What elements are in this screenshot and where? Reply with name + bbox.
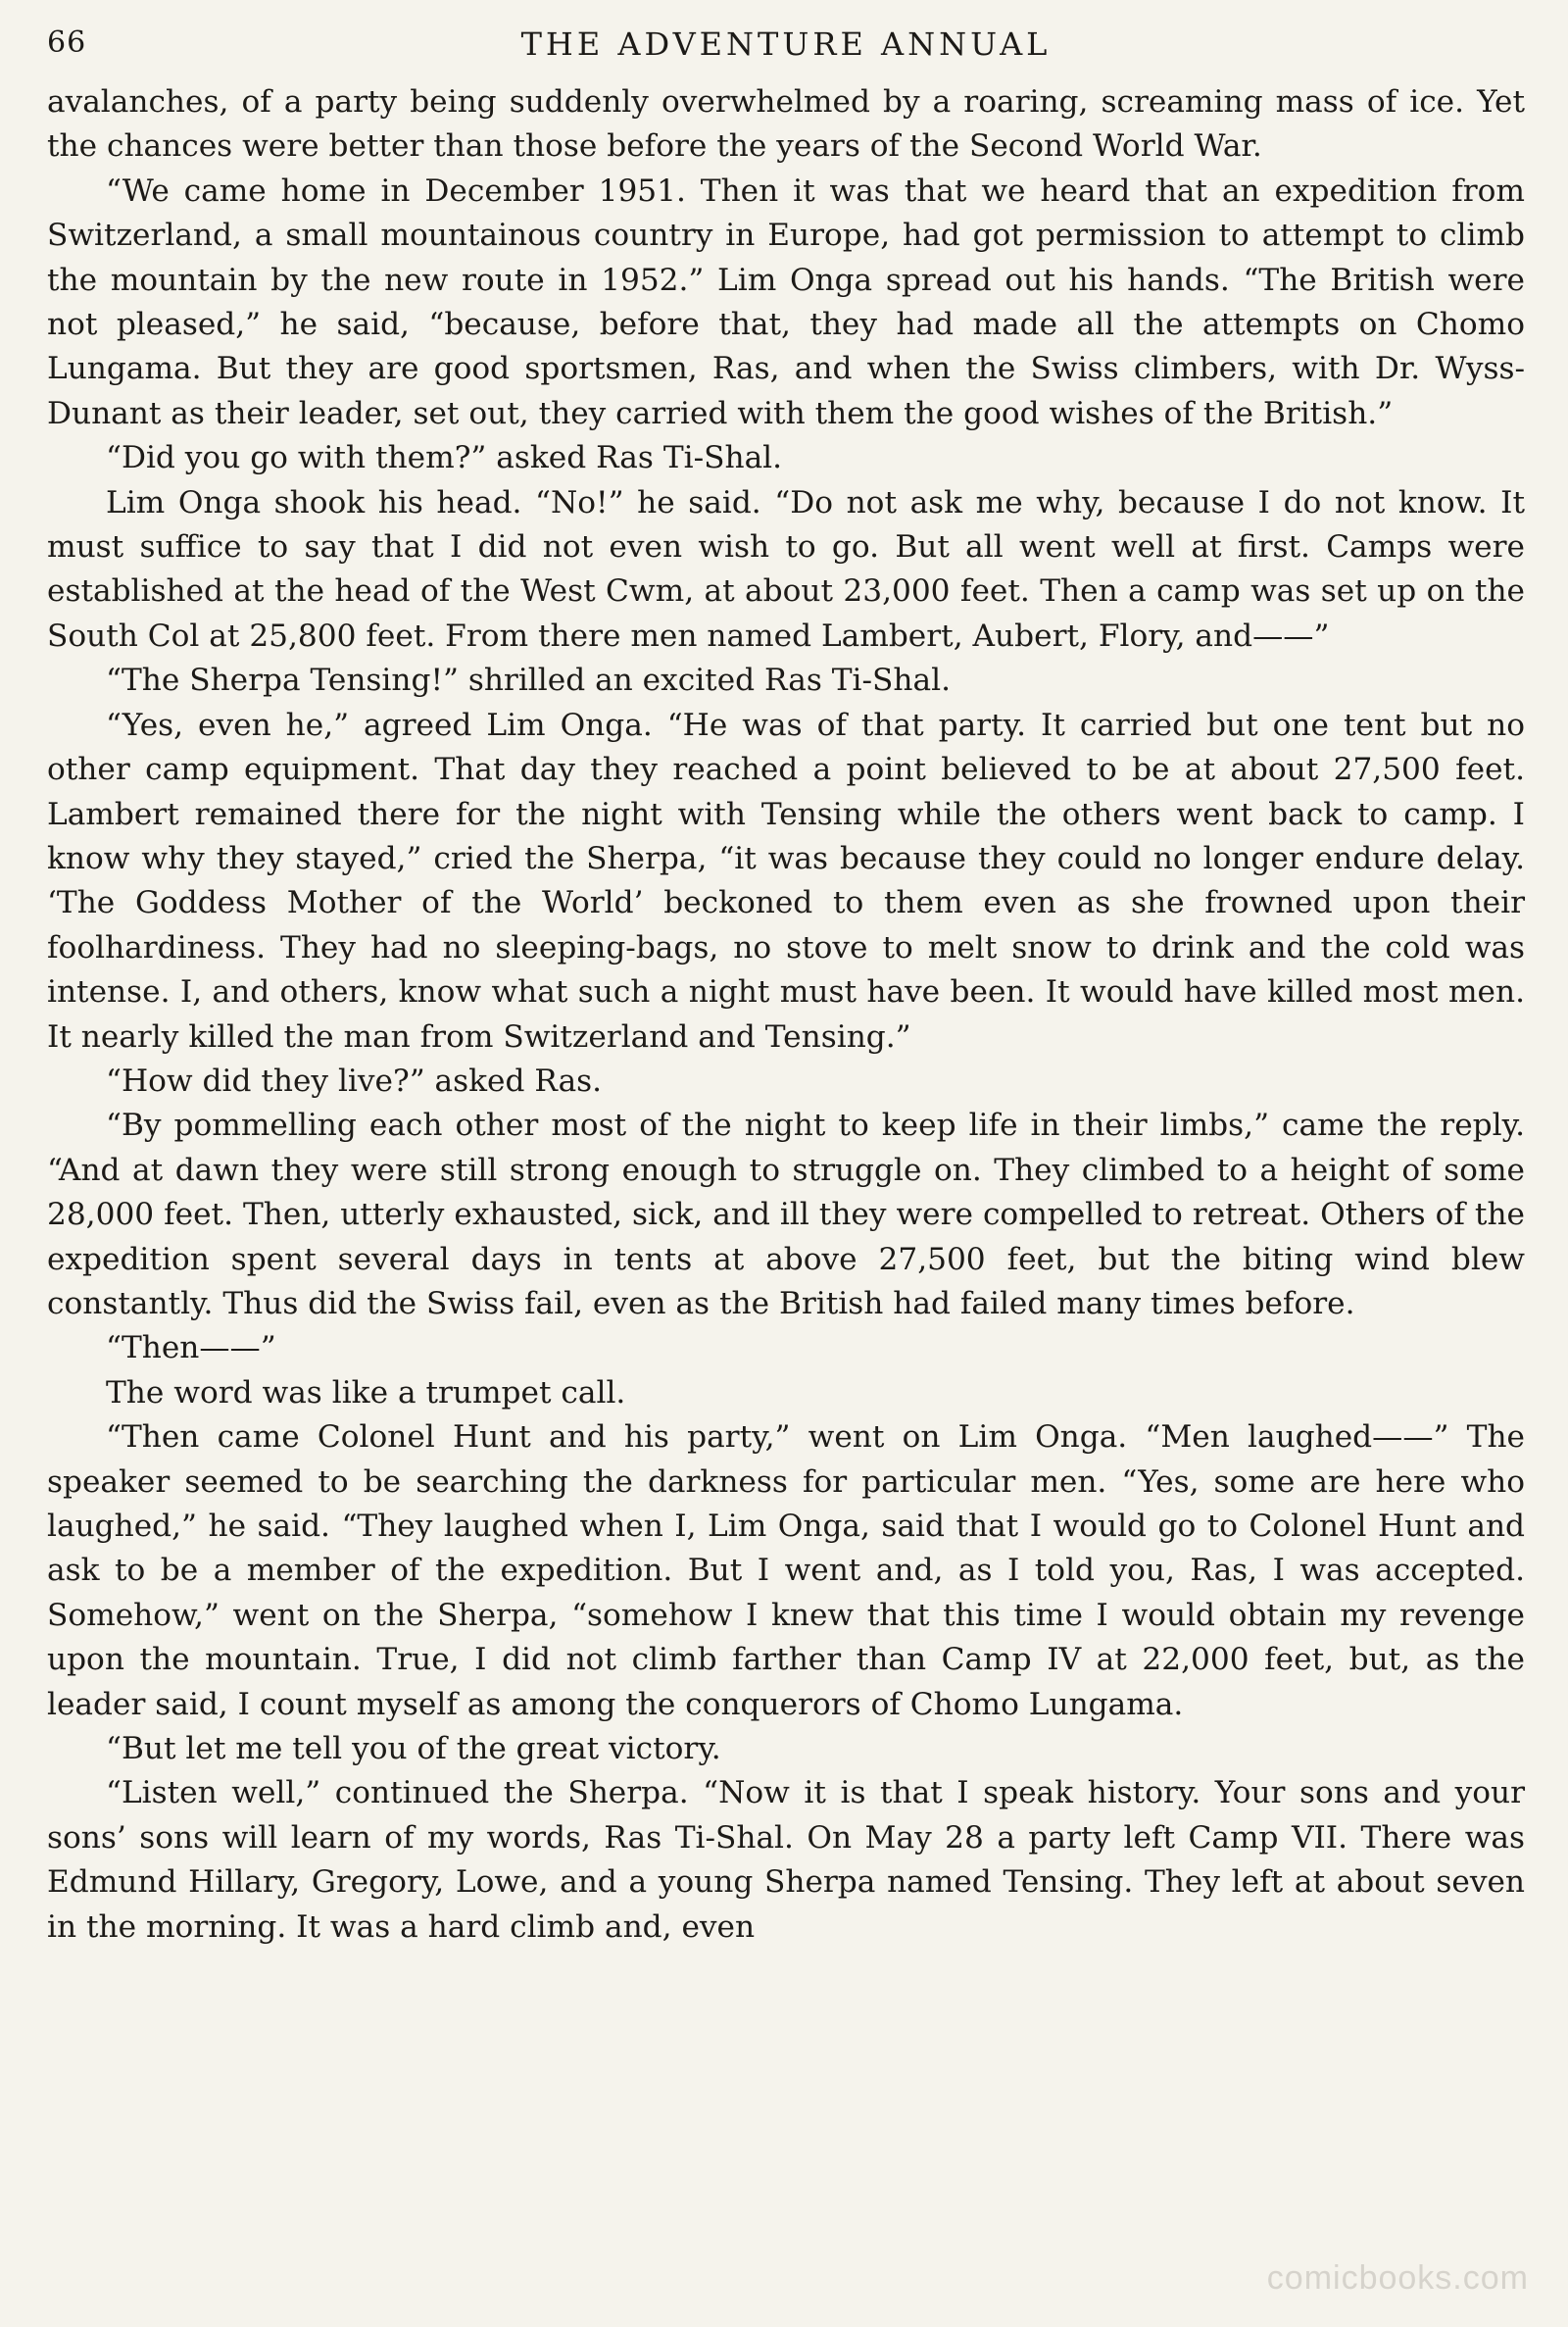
paragraph: The word was like a trumpet call.: [106, 1374, 626, 1411]
paragraph: “The Sherpa Tensing!” shrilled an excited Ras Ti-Shal.: [106, 663, 951, 699]
paragraph: “Did you go with them?” asked Ras Ti-Shal.: [106, 440, 783, 476]
paragraph: avalanches, of a party being suddenly overwhelmed by a roaring, screaming mass of ice. Yet the chances were better than those before the years of the Second World War.: [47, 84, 1525, 165]
page-header: [47, 20, 1525, 76]
paragraph: Lim Onga shook his head. “No!” he said. “Do not ask me why, because I do not know. It must suffice to say that I did not even wish to go. But all went well at first. Camps were established at the head of the West Cwm, at about 23,000 feet. Then a camp was set up on the South Col at 25,800 feet. From there men named Lambert, Aubert, Flory, and——”: [47, 484, 1525, 654]
story-body: [47, 80, 1525, 1950]
running-head: THE ADVENTURE ANNUAL: [520, 25, 1052, 63]
book-page: [47, 20, 1525, 1950]
page-number: 66: [47, 25, 87, 60]
paragraph: “But let me tell you of the great victory.: [106, 1731, 721, 1767]
paragraph: “By pommelling each other most of the night to keep life in their limbs,” came the reply. “And at dawn they were still strong enough to struggle on. They climbed to a height of some 28,000 feet. Then, utterly exhausted, sick, and ill they were compelled to retreat. Others of the expedition spent several days in tents at above 27,500 feet, but the biting wind blew constantly. Thus did the Swiss fail, even as the British had failed many times before.: [47, 1108, 1525, 1321]
paragraph: “Listen well,” continued the Sherpa. “Now it is that I speak history. Your sons and your sons’ sons will learn of my words, Ras Ti-Shal. On May 28 a party left Camp VII. There was Edmund Hillary, Gregory, Lowe, and a young Sherpa named Tensing. They left at about seven in the morning. It was a hard climb and, even: [47, 1775, 1525, 1945]
watermark: comicbooks.com: [1266, 2259, 1529, 2297]
paragraph: “Then came Colonel Hunt and his party,” went on Lim Onga. “Men laughed——” The speaker seemed to be searching the darkness for particular men. “Yes, some are here who laughed,” he said. “They laughed when I, Lim Onga, said that I would go to Colonel Hunt and ask to be a member of the expedition. But I went and, as I told you, Ras, I was accepted. Somehow,” went on the Sherpa, “somehow I knew that this time I would obtain my revenge upon the mountain. True, I did not climb farther than Camp IV at 22,000 feet, but, as the leader said, I count myself as among the conquerors of Chomo Lungama.: [47, 1419, 1525, 1722]
paragraph: “Then——”: [106, 1330, 276, 1366]
paragraph: “We came home in December 1951. Then it was that we heard that an expedition from Switzerland, a small mountainous country in Europe, had got permission to attempt to climb the mountain by the new route in 1952.” Lim Onga spread out his hands. “The British were not pleased,” he said, “because, before that, they had made all the attempts on Chomo Lungama. But they are good sportsmen, Ras, and when the Swiss climbers, with Dr. Wyss-Dunant as their leader, set out, they carried with them the good wishes of the British.”: [47, 173, 1525, 431]
paragraph: “How did they live?” asked Ras.: [106, 1063, 603, 1099]
paragraph: “Yes, even he,” agreed Lim Onga. “He was of that party. It carried but one tent but no other camp equipment. That day they reached a point believed to be at about 27,500 feet. Lambert remained there for the night with Tensing while the others went back to camp. I know why they stayed,” cried the Sherpa, “it was because they could no longer endure delay. ‘The Goddess Mother of the World’ beckoned to them even as she frowned upon their foolhardiness. They had no sleeping-bags, no stove to melt snow to drink and the cold was intense. I, and others, know what such a night must have been. It would have killed most men. It nearly killed the man from Switzerland and Tensing.”: [47, 707, 1525, 1055]
